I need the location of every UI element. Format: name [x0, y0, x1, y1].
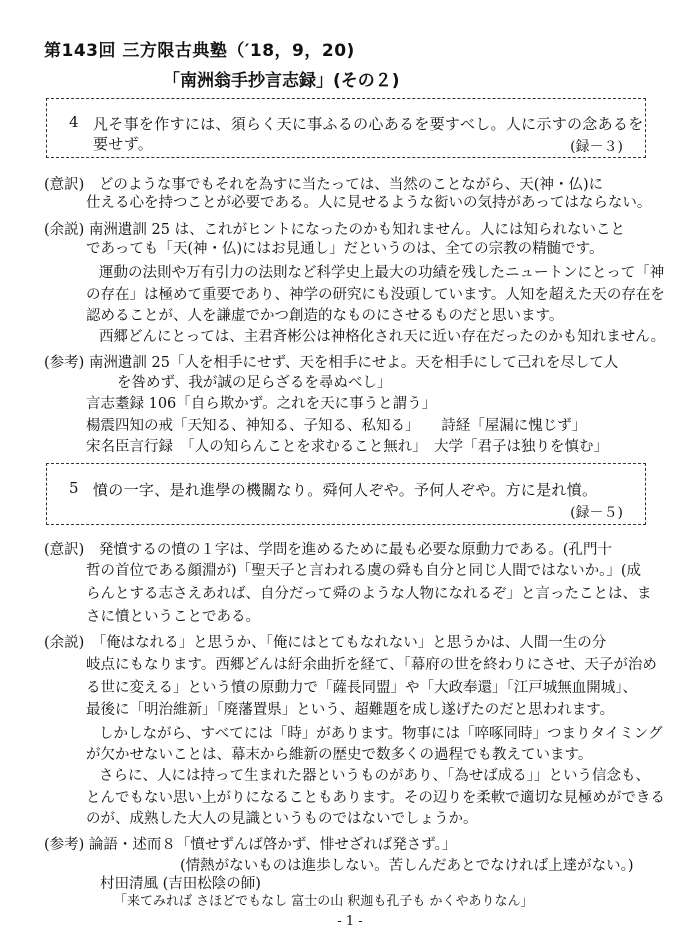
quote-text-line1: 憤の一字、是れ進學の機關なり。舜何人ぞや。予何人ぞや。方に是れ憤。: [93, 481, 598, 499]
yosetsu-line: さらに、人には持って生まれた器というものがあり、「為せば成る」」という信念も、: [99, 768, 650, 784]
page-title: 第143回 三方限古典塾（′18，9，20): [44, 41, 355, 61]
yosetsu-line: (余説) 南洲遺訓 25 は、これがヒントになったのかも知れません。人には知られないこと: [44, 222, 625, 238]
quote-reference: (録－３): [570, 139, 623, 155]
sanko-line: 「来てみれば さほどでもなし 富士の山 釈迦も孔子も かくやありなん」: [114, 894, 534, 909]
item-number: 4: [69, 113, 79, 131]
yosetsu-line: 最後に「明治維新」「廃藩置県」という、超難題を成し遂げたのだと思われます。: [86, 702, 615, 718]
sanko-line: (情熱がないものは進歩しない。苦しんだあとでなければ上達がない。): [180, 858, 634, 874]
yosetsu-line: しかしながら、すべてには「時」があります。物事には「啐啄同時」つまりタイミング: [99, 726, 663, 742]
sanko-line: (参考) 南洲遺訓 25「人を相手にせず、天を相手にせよ。天を相手にして己れを尽して人: [44, 355, 619, 371]
iyaku-line: らんとする志さえあれば、自分だって舜のような人物になれるぞ」と言ったことは、ま: [86, 586, 652, 602]
sanko-line: (参考) 論語・述而８「憤せずんば啓かず、悱せざれば発さず。」: [44, 837, 457, 853]
quote-reference: (録－５): [570, 505, 623, 521]
iyaku-line: (意訳) どのような事でもそれを為すに当たっては、当然のことながら、天(神・仏)に: [44, 177, 604, 193]
sanko-line: 楊震四知の戒「天知る、神知る、子知る、私知る」 詩経「屋漏に愧じず」: [86, 418, 587, 434]
sanko-line: 村田清風 (吉田松陰の師): [100, 876, 261, 892]
yosetsu-line: 西郷どんにとっては、主君斉彬公は神格化され天に近い存在だったのかも知れません。: [99, 329, 666, 345]
iyaku-line: 仕える心を持つことが必要である。人に見せるような衒いの気持があってはならない。: [86, 195, 652, 211]
page-subtitle: 「南洲翁手抄言志録」(その２): [163, 71, 400, 91]
iyaku-line: 哲の首位である顔淵が)「聖天子と言われる虞の舜も自分と同じ人間ではないか。」(成: [86, 563, 642, 579]
yosetsu-line: 運動の法則や万有引力の法則など科学史上最大の功績を残したニュートンにとって「神: [99, 265, 665, 281]
page-number: - 1 -: [337, 914, 363, 929]
yosetsu-line: のが、成熟した大人の見識というものではないでしょうか。: [86, 811, 478, 827]
iyaku-line: さに憤ということである。: [86, 609, 260, 625]
yosetsu-line: 認めることが、人を謙虚でかつ創造的なものにさせるものだと思います。: [86, 308, 564, 324]
yosetsu-line: の存在」は極めて重要であり、神学の研究にも没頭しています。人知を超えた天の存在を: [86, 287, 665, 303]
quote-text-line2: 要せず。: [93, 135, 154, 153]
sanko-line: 言志耋録 106「自ら欺かず。之れを天に事うと謂う」: [86, 396, 437, 412]
quote-text-line1: 凡そ事を作すには、須らく天に事ふるの心あるを要すべし。人に示すの念あるを: [93, 115, 644, 133]
yosetsu-line: 岐点にもなります。西郷どんは紆余曲折を経て、「幕府の世を終わりにさせ、天子が治め: [86, 657, 657, 673]
iyaku-line: (意訳) 発憤するの憤の１字は、学問を進めるために最も必要な原動力である。(孔門十: [44, 542, 612, 558]
quote-box-4: [46, 98, 646, 158]
yosetsu-line: る世に変える」という憤の原動力で「薩長同盟」や「大政奉還」「江戸城無血開城」、: [86, 680, 637, 696]
yosetsu-line: (余説) 「俺はなれる」と思うか、「俺にはとてもなれない」と思うかは、人間一生の分: [44, 635, 607, 651]
sanko-line: を咎めず、我が誠の足らざるを尋ぬべし」: [117, 375, 392, 391]
sanko-line: 宋名臣言行録 「人の知らんことを求むること無れ」 大学「君子は独りを慎む」: [86, 439, 608, 455]
yosetsu-line: とんでもない思い上がりになることもあります。その辺りを柔軟で適切な見極めができる: [86, 790, 665, 806]
item-number: 5: [69, 479, 79, 497]
yosetsu-line: が欠かせないことは、幕末から維新の歴史で数多くの過程でも教えています。: [86, 747, 593, 763]
yosetsu-line: であっても「天(神・仏)にはお見通し」だというのは、全ての宗教の精髄です。: [86, 241, 604, 257]
quote-box-5: [46, 463, 646, 525]
